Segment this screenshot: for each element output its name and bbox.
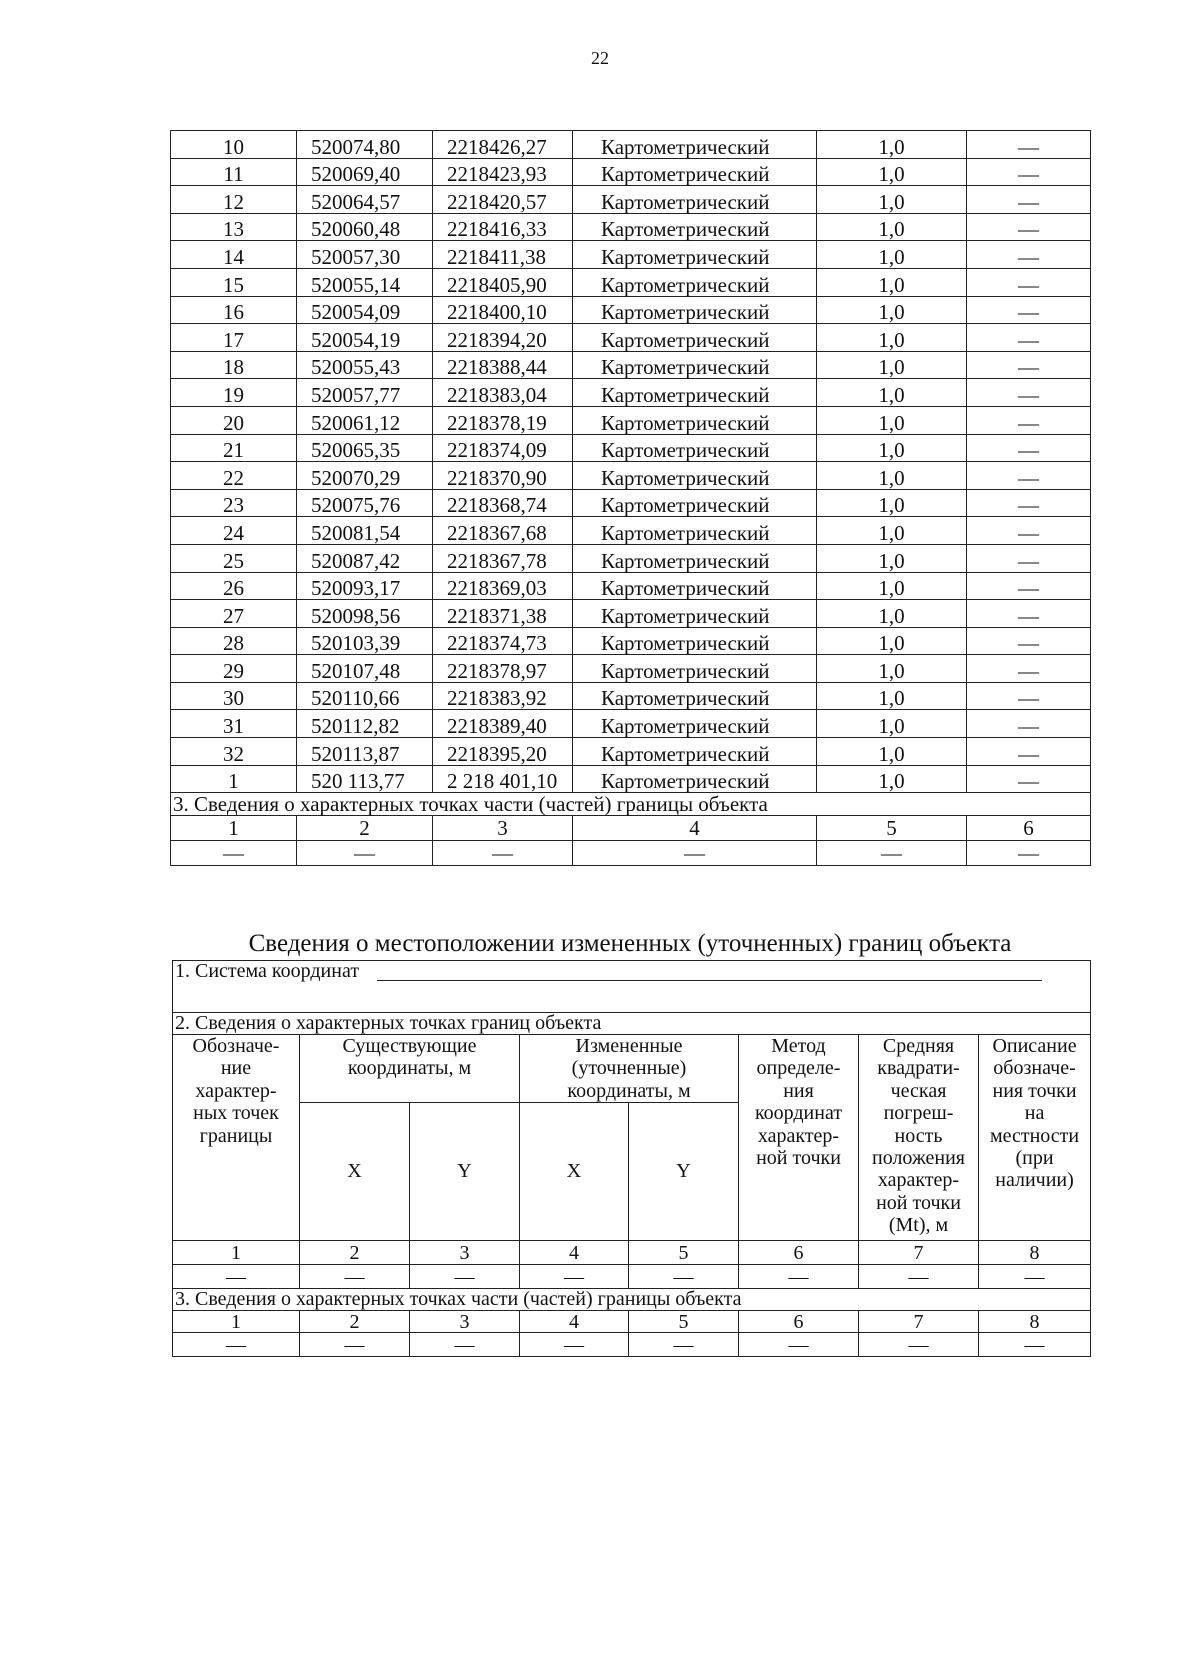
dash-cell: — <box>739 1333 859 1357</box>
y-coordinate-cell: 2218420,57 <box>433 186 573 214</box>
mse-cell: 1,0 <box>817 351 967 379</box>
column-number-cell: 8 <box>979 1311 1091 1333</box>
mse-cell: 1,0 <box>817 296 967 324</box>
column-number-cell: 1 <box>171 816 297 841</box>
mse-cell: 1,0 <box>817 213 967 241</box>
x-coordinate-cell: 520065,35 <box>297 434 433 462</box>
x-coordinate-cell: 520098,56 <box>297 600 433 628</box>
boundary-point-row <box>171 324 1091 352</box>
description-cell: — <box>967 600 1091 628</box>
point-number-cell: 12 <box>171 186 297 214</box>
x-coordinate-cell: 520061,12 <box>297 406 433 434</box>
point-number-cell: 28 <box>171 627 297 655</box>
y-coordinate-cell: 2218411,38 <box>433 241 573 269</box>
point-number-cell: 30 <box>171 682 297 710</box>
method-cell: Картометрический <box>573 158 817 186</box>
mse-cell: 1,0 <box>817 462 967 490</box>
x-coordinate-cell: 520057,30 <box>297 241 433 269</box>
mse-cell: 1,0 <box>817 158 967 186</box>
dash-cell: — <box>979 1333 1091 1357</box>
boundary-point-row <box>171 241 1091 269</box>
dash-cell: — <box>410 1265 520 1289</box>
column-number-cell: 6 <box>739 1311 859 1333</box>
boundary-point-row <box>171 462 1091 490</box>
column-number-cell: 5 <box>817 816 967 841</box>
mse-cell: 1,0 <box>817 710 967 738</box>
boundary-point-row <box>171 517 1091 545</box>
coord-system-spacer-row <box>173 985 1091 1013</box>
column-number-cell: 7 <box>859 1311 979 1333</box>
boundary-points-table <box>170 130 1091 866</box>
part-section-title: 3. Сведения о характерных точках части (частей) границы объекта <box>173 1289 1091 1311</box>
point-number-cell: 27 <box>171 600 297 628</box>
x-coordinate-cell: 520057,77 <box>297 379 433 407</box>
x-coordinate-cell: 520087,42 <box>297 544 433 572</box>
y-coordinate-cell: 2218388,44 <box>433 351 573 379</box>
y-coordinate-cell: 2218371,38 <box>433 600 573 628</box>
column-number-cell: 1 <box>173 1241 300 1265</box>
description-cell: — <box>967 682 1091 710</box>
mse-cell: 1,0 <box>817 406 967 434</box>
x-coordinate-cell: 520055,43 <box>297 351 433 379</box>
y-coordinate-cell: 2218369,03 <box>433 572 573 600</box>
point-number-cell: 14 <box>171 241 297 269</box>
existing-x-header: X <box>300 1103 410 1241</box>
y-coordinate-cell: 2218383,04 <box>433 379 573 407</box>
dash-cell: — <box>410 1333 520 1357</box>
description-cell: — <box>967 572 1091 600</box>
boundary-point-row <box>171 296 1091 324</box>
x-coordinate-cell: 520055,14 <box>297 268 433 296</box>
description-cell: — <box>967 379 1091 407</box>
column-number-cell: 3 <box>410 1241 520 1265</box>
part-empty-row <box>173 1333 1091 1357</box>
x-coordinate-cell: 520093,17 <box>297 572 433 600</box>
boundary-point-row <box>171 627 1091 655</box>
method-cell: Картометрический <box>573 296 817 324</box>
description-cell: — <box>967 489 1091 517</box>
coord-system-label: 1. Система координат <box>175 960 360 982</box>
x-coordinate-cell: 520107,48 <box>297 655 433 683</box>
section3-dashes-row <box>171 841 1091 866</box>
part-numbers-row <box>173 1311 1091 1333</box>
point-number-cell: 32 <box>171 738 297 766</box>
x-coordinate-cell: 520 113,77 <box>297 765 433 793</box>
point-number-cell: 24 <box>171 517 297 545</box>
point-number-cell: 20 <box>171 406 297 434</box>
method-cell: Картометрический <box>573 241 817 269</box>
boundary-point-row <box>171 158 1091 186</box>
column-number-cell: 7 <box>859 1241 979 1265</box>
x-coordinate-cell: 520069,40 <box>297 158 433 186</box>
dash-cell: — <box>520 1333 629 1357</box>
x-coordinate-cell: 520110,66 <box>297 682 433 710</box>
dash-cell: — <box>171 841 297 866</box>
boundary-point-row <box>171 213 1091 241</box>
method-cell: Картометрический <box>573 268 817 296</box>
mse-cell: 1,0 <box>817 544 967 572</box>
point-number-cell: 25 <box>171 544 297 572</box>
boundary-point-row <box>171 600 1091 628</box>
boundary-points-body <box>171 131 1091 793</box>
boundary-point-row <box>171 572 1091 600</box>
header-row-top <box>173 1035 1091 1103</box>
boundary-point-row <box>171 351 1091 379</box>
x-coordinate-cell: 520070,29 <box>297 462 433 490</box>
method-cell: Картометрический <box>573 655 817 683</box>
boundary-point-row <box>171 682 1091 710</box>
y-coordinate-cell: 2218374,73 <box>433 627 573 655</box>
dash-cell: — <box>573 841 817 866</box>
method-cell: Картометрический <box>573 351 817 379</box>
description-cell: — <box>967 738 1091 766</box>
method-cell: Картометрический <box>573 682 817 710</box>
col-designation-header: Обозначе- ние характер- ных точек границы <box>173 1035 300 1241</box>
mse-cell: 1,0 <box>817 572 967 600</box>
dash-cell: — <box>859 1333 979 1357</box>
mse-cell: 1,0 <box>817 682 967 710</box>
boundary-point-row <box>171 738 1091 766</box>
dash-cell: — <box>979 1265 1091 1289</box>
mse-cell: 1,0 <box>817 131 967 159</box>
column-number-cell: 3 <box>410 1311 520 1333</box>
boundary-point-row <box>171 268 1091 296</box>
boundary-point-row <box>171 765 1091 793</box>
section3-numbers-row <box>171 816 1091 841</box>
description-cell: — <box>967 296 1091 324</box>
mse-cell: 1,0 <box>817 268 967 296</box>
method-cell: Картометрический <box>573 765 817 793</box>
dash-cell: — <box>173 1265 300 1289</box>
y-coordinate-cell: 2218378,19 <box>433 406 573 434</box>
description-cell: — <box>967 186 1091 214</box>
column-number-cell: 2 <box>300 1311 410 1333</box>
x-coordinate-cell: 520112,82 <box>297 710 433 738</box>
y-coordinate-cell: 2 218 401,10 <box>433 765 573 793</box>
x-coordinate-cell: 520074,80 <box>297 131 433 159</box>
column-number-cell: 2 <box>300 1241 410 1265</box>
changed-x-header: X <box>520 1103 629 1241</box>
point-number-cell: 15 <box>171 268 297 296</box>
method-cell: Картометрический <box>573 131 817 159</box>
column-number-cell: 4 <box>573 816 817 841</box>
changed-boundaries-heading: Сведения о местоположении измененных (уточненных) границ объекта <box>248 930 1012 957</box>
description-cell: — <box>967 655 1091 683</box>
description-cell: — <box>967 627 1091 655</box>
col-description-header: Описание обозначе- ния точки на местности (при наличии) <box>979 1035 1091 1241</box>
column-number-cell: 5 <box>629 1311 739 1333</box>
column-number-cell: 1 <box>173 1311 300 1333</box>
method-cell: Картометрический <box>573 489 817 517</box>
method-cell: Картометрический <box>573 213 817 241</box>
description-cell: — <box>967 517 1091 545</box>
description-cell: — <box>967 268 1091 296</box>
boundary-point-row <box>171 544 1091 572</box>
col-mse-header: Средняя квадрати- ческая погреш- ность положения характер- ной точки (Mt), м <box>859 1035 979 1241</box>
section3-title: 3. Сведения о характерных точках части (частей) границы объекта <box>171 793 1091 816</box>
part-section-title-row <box>173 1289 1091 1311</box>
column-number-cell: 6 <box>739 1241 859 1265</box>
dash-cell: — <box>739 1265 859 1289</box>
mse-cell: 1,0 <box>817 489 967 517</box>
method-cell: Картометрический <box>573 544 817 572</box>
dash-cell: — <box>629 1333 739 1357</box>
coord-system-row <box>173 961 1091 985</box>
boundary-point-row <box>171 489 1091 517</box>
method-cell: Картометрический <box>573 738 817 766</box>
method-cell: Картометрический <box>573 462 817 490</box>
method-cell: Картометрический <box>573 186 817 214</box>
mse-cell: 1,0 <box>817 241 967 269</box>
method-cell: Картометрический <box>573 324 817 352</box>
mse-cell: 1,0 <box>817 517 967 545</box>
method-cell: Картометрический <box>573 379 817 407</box>
description-cell: — <box>967 324 1091 352</box>
dash-cell: — <box>300 1333 410 1357</box>
description-cell: — <box>967 765 1091 793</box>
y-coordinate-cell: 2218395,20 <box>433 738 573 766</box>
mse-cell: 1,0 <box>817 600 967 628</box>
point-number-cell: 23 <box>171 489 297 517</box>
point-number-cell: 1 <box>171 765 297 793</box>
column-numbers-row <box>173 1241 1091 1265</box>
dash-cell: — <box>173 1333 300 1357</box>
y-coordinate-cell: 2218426,27 <box>433 131 573 159</box>
column-number-cell: 4 <box>520 1241 629 1265</box>
description-cell: — <box>967 351 1091 379</box>
method-cell: Картометрический <box>573 434 817 462</box>
changed-boundaries-table <box>172 960 1091 1357</box>
x-coordinate-cell: 520075,76 <box>297 489 433 517</box>
y-coordinate-cell: 2218368,74 <box>433 489 573 517</box>
description-cell: — <box>967 241 1091 269</box>
x-coordinate-cell: 520103,39 <box>297 627 433 655</box>
boundary-point-row <box>171 379 1091 407</box>
mse-cell: 1,0 <box>817 738 967 766</box>
empty-points-row <box>173 1265 1091 1289</box>
column-number-cell: 5 <box>629 1241 739 1265</box>
description-cell: — <box>967 406 1091 434</box>
dash-cell: — <box>967 841 1091 866</box>
method-cell: Картометрический <box>573 627 817 655</box>
point-number-cell: 11 <box>171 158 297 186</box>
boundary-point-row <box>171 655 1091 683</box>
point-number-cell: 13 <box>171 213 297 241</box>
col-method-header: Метод определе- ния координат характер- ной точки <box>739 1035 859 1241</box>
point-number-cell: 21 <box>171 434 297 462</box>
y-coordinate-cell: 2218383,92 <box>433 682 573 710</box>
dash-cell: — <box>520 1265 629 1289</box>
description-cell: — <box>967 544 1091 572</box>
method-cell: Картометрический <box>573 517 817 545</box>
mse-cell: 1,0 <box>817 379 967 407</box>
method-cell: Картометрический <box>573 710 817 738</box>
point-number-cell: 18 <box>171 351 297 379</box>
description-cell: — <box>967 213 1091 241</box>
point-number-cell: 29 <box>171 655 297 683</box>
changed-y-header: Y <box>629 1103 739 1241</box>
dash-cell: — <box>817 841 967 866</box>
coord-system-blank <box>377 978 1042 981</box>
description-cell: — <box>967 710 1091 738</box>
y-coordinate-cell: 2218400,10 <box>433 296 573 324</box>
x-coordinate-cell: 520064,57 <box>297 186 433 214</box>
dash-cell: — <box>629 1265 739 1289</box>
y-coordinate-cell: 2218416,33 <box>433 213 573 241</box>
dash-cell: — <box>433 841 573 866</box>
y-coordinate-cell: 2218394,20 <box>433 324 573 352</box>
description-cell: — <box>967 434 1091 462</box>
column-number-cell: 3 <box>433 816 573 841</box>
x-coordinate-cell: 520081,54 <box>297 517 433 545</box>
column-number-cell: 6 <box>967 816 1091 841</box>
mse-cell: 1,0 <box>817 765 967 793</box>
mse-cell: 1,0 <box>817 655 967 683</box>
page-number: 22 <box>591 48 609 68</box>
col-existing-coords-header: Существующие координаты, м <box>300 1035 520 1103</box>
point-number-cell: 26 <box>171 572 297 600</box>
section3-title-row <box>171 793 1091 816</box>
y-coordinate-cell: 2218423,93 <box>433 158 573 186</box>
point-number-cell: 10 <box>171 131 297 159</box>
x-coordinate-cell: 520113,87 <box>297 738 433 766</box>
point-number-cell: 22 <box>171 462 297 490</box>
y-coordinate-cell: 2218367,78 <box>433 544 573 572</box>
x-coordinate-cell: 520054,09 <box>297 296 433 324</box>
description-cell: — <box>967 131 1091 159</box>
description-cell: — <box>967 158 1091 186</box>
mse-cell: 1,0 <box>817 627 967 655</box>
dash-cell: — <box>859 1265 979 1289</box>
section2-title-row <box>173 1013 1091 1035</box>
column-number-cell: 8 <box>979 1241 1091 1265</box>
point-number-cell: 17 <box>171 324 297 352</box>
column-number-cell: 2 <box>297 816 433 841</box>
y-coordinate-cell: 2218367,68 <box>433 517 573 545</box>
boundary-point-row <box>171 406 1091 434</box>
column-number-cell: 4 <box>520 1311 629 1333</box>
point-number-cell: 16 <box>171 296 297 324</box>
method-cell: Картометрический <box>573 406 817 434</box>
point-number-cell: 19 <box>171 379 297 407</box>
mse-cell: 1,0 <box>817 434 967 462</box>
x-coordinate-cell: 520060,48 <box>297 213 433 241</box>
y-coordinate-cell: 2218378,97 <box>433 655 573 683</box>
method-cell: Картометрический <box>573 572 817 600</box>
dash-cell: — <box>297 841 433 866</box>
col-changed-coords-header: Измененные (уточненные) координаты, м <box>520 1035 739 1103</box>
existing-y-header: Y <box>410 1103 520 1241</box>
dash-cell: — <box>300 1265 410 1289</box>
mse-cell: 1,0 <box>817 324 967 352</box>
y-coordinate-cell: 2218370,90 <box>433 462 573 490</box>
x-coordinate-cell: 520054,19 <box>297 324 433 352</box>
method-cell: Картометрический <box>573 600 817 628</box>
point-number-cell: 31 <box>171 710 297 738</box>
mse-cell: 1,0 <box>817 186 967 214</box>
boundary-point-row <box>171 131 1091 159</box>
y-coordinate-cell: 2218405,90 <box>433 268 573 296</box>
boundary-point-row <box>171 186 1091 214</box>
boundary-point-row <box>171 710 1091 738</box>
description-cell: — <box>967 462 1091 490</box>
section2-title: 2. Сведения о характерных точках границ объекта <box>173 1013 1091 1035</box>
y-coordinate-cell: 2218374,09 <box>433 434 573 462</box>
boundary-point-row <box>171 434 1091 462</box>
y-coordinate-cell: 2218389,40 <box>433 710 573 738</box>
